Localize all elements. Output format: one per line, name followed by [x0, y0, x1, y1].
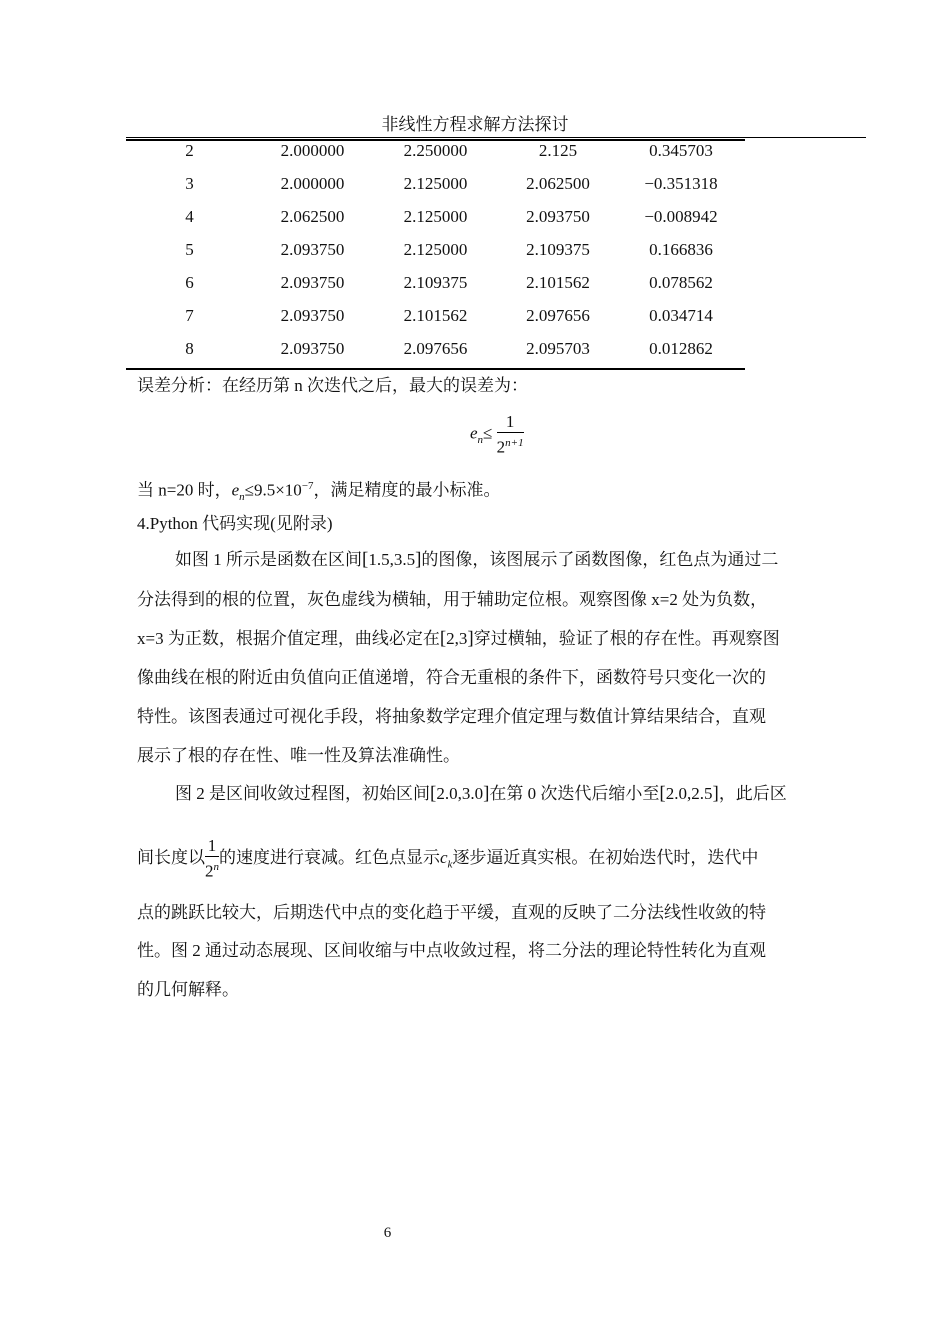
p2-frac-num: 1 [205, 836, 219, 857]
table-row [126, 332, 745, 365]
table-cell: 2.250000 [403, 140, 468, 160]
p2-l1-a: 图 2 是区间收敛过程图，初始区间 [175, 784, 430, 803]
table-cell: 3 [185, 173, 194, 193]
n20-line [137, 475, 501, 508]
formula-var: e [470, 423, 478, 443]
p1-line-5: 特性。该图表通过可视化手段，将抽象数学定理介值定理与数值计算结果结合，直观 [137, 707, 766, 726]
p1-line-2: 分法得到的根的位置，灰色虚线为横轴，用于辅助定位根。观察图像 x=2 处为负数， [137, 590, 768, 609]
table-cell: 2.125000 [403, 239, 468, 259]
bisection-iteration-table [126, 134, 745, 365]
formula-den-exp: n+1 [505, 437, 524, 449]
p1-l1-a: 如图 1 所示是函数在区间 [175, 550, 362, 569]
section-heading: 4.Python 代码实现(见附录) [137, 514, 333, 533]
table-cell: −0.008942 [644, 206, 718, 226]
table-cell: 2.062500 [526, 173, 590, 193]
p2-line-1: 图 2 是区间收敛过程图，初始区间[2.0,3.0]在第 0 次迭代后缩小至[2.0,2.5]，此后区 [175, 783, 787, 804]
table-cell: 2.093750 [280, 338, 345, 358]
table-cell: 0.012862 [649, 338, 713, 358]
table-cell: 2.093750 [280, 272, 345, 292]
table-cell: 0.078562 [649, 272, 713, 292]
table-cell: 2.125000 [403, 173, 468, 193]
p2-l2-a: 间长度以 [137, 848, 205, 867]
table-cell: 2.109375 [403, 272, 468, 292]
n20-pre: 当 n=20 时， [137, 480, 232, 500]
p2-line-3: 点的跳跃比较大，后期迭代中点的变化趋于平缓，直观的反映了二分法线性收敛的特 [137, 903, 766, 922]
table-row [126, 299, 745, 332]
table-cell: 0.345703 [649, 140, 713, 160]
table-cell: 2.093750 [526, 206, 590, 226]
p2-line-2 [137, 836, 758, 886]
table-row [126, 167, 745, 200]
p2-line-5: 的几何解释。 [137, 980, 239, 999]
table-cell: 8 [185, 338, 194, 358]
p2-l1-c: ，此后区 [718, 784, 787, 803]
table-cell: 2.101562 [403, 305, 468, 325]
formula-sub: n [477, 434, 484, 447]
p1-l3-interval: 2,3 [446, 629, 468, 648]
p1-line-4: 像曲线在根的附近由负值向正值递增，符合无重根的条件下，函数符号只变化一次的 [137, 668, 766, 687]
p1-line-6: 展示了根的存在性、唯一性及算法准确性。 [137, 746, 460, 765]
table-bottom-rule [126, 368, 745, 370]
p2-frac-den-base: 2 [205, 861, 214, 881]
table-cell: 2.097656 [403, 338, 468, 358]
p1-l3-b: 穿过横轴，验证了根的存在性。再观察图 [473, 629, 780, 648]
table-cell: 2.000000 [280, 140, 345, 160]
table-cell: 6 [185, 272, 194, 292]
p2-ck-sub: k [447, 858, 453, 871]
p2-l1-interval-2: 2.0,2.5 [665, 784, 713, 803]
table-row [126, 200, 745, 233]
table-cell: 5 [185, 239, 194, 259]
table-cell: 4 [185, 206, 194, 226]
p2-l2-b: 的速度进行衰减。红色点显示 [219, 848, 440, 867]
table-cell: 0.166836 [649, 239, 713, 259]
p2-ck-var: c [440, 848, 448, 867]
n20-exp: −7 [301, 480, 314, 492]
table-cell: 0.034714 [649, 305, 713, 325]
n20-val: ≤9.5×10 [244, 480, 302, 500]
table-cell: 7 [185, 305, 194, 325]
table-cell: 2.000000 [280, 173, 345, 193]
table-cell: 2.093750 [280, 305, 345, 325]
p2-frac-den-exp: n [213, 861, 219, 874]
table-cell: 2.101562 [526, 272, 590, 292]
table-cell: 2.095703 [526, 338, 590, 358]
table-cell: 2.097656 [526, 305, 590, 325]
table-row [126, 233, 745, 266]
formula-numerator: 1 [497, 412, 524, 433]
table-cell: 2.125000 [403, 206, 468, 226]
p1-l1-b: 的图像，该图展示了函数图像，红色点为通过二 [421, 550, 779, 569]
p1-l1-interval: 1.5,3.5 [368, 550, 416, 569]
page-header: 非线性方程求解方法探讨 [381, 115, 569, 134]
table-cell: 2.109375 [526, 239, 590, 259]
p1-l3-a: x=3 为正数，根据介值定理，曲线必定在 [137, 629, 440, 648]
table-cell: 2 [185, 140, 194, 160]
p2-l2-c: 逐步逼近真实根。在初始迭代时，迭代中 [452, 848, 759, 867]
n20-sub: n [239, 491, 245, 504]
table-cell: 2.062500 [280, 206, 345, 226]
table-cell: 2.125 [538, 140, 578, 160]
table-cell: 2.093750 [280, 239, 345, 259]
formula-relation: ≤ [483, 423, 493, 443]
error-analysis-line: 误差分析：在经历第 n 次迭代之后，最大的误差为： [137, 376, 528, 395]
formula-den-base: 2 [496, 437, 506, 457]
table-row [126, 266, 745, 299]
n20-post: ，满足精度的最小标准。 [313, 480, 501, 500]
p1-line-3: x=3 为正数，根据介值定理，曲线必定在[2,3]穿过横轴，验证了根的存在性。再观察图 [137, 628, 780, 649]
table-cell: −0.351318 [644, 173, 718, 193]
p1-line-1: 如图 1 所示是函数在区间[1.5,3.5]的图像，该图展示了函数图像，红色点为通过二 [175, 549, 779, 570]
p2-l1-b: 在第 0 次迭代后缩小至 [489, 784, 660, 803]
error-bound-formula [470, 412, 550, 458]
n20-var: e [231, 480, 240, 500]
page-number: 6 [383, 1225, 392, 1241]
p2-line-4: 性。图 2 通过动态展现、区间收缩与中点收敛过程，将二分法的理论特性转化为直观 [137, 941, 766, 960]
table-row [126, 134, 745, 167]
p2-l1-interval-1: 2.0,3.0 [436, 784, 484, 803]
